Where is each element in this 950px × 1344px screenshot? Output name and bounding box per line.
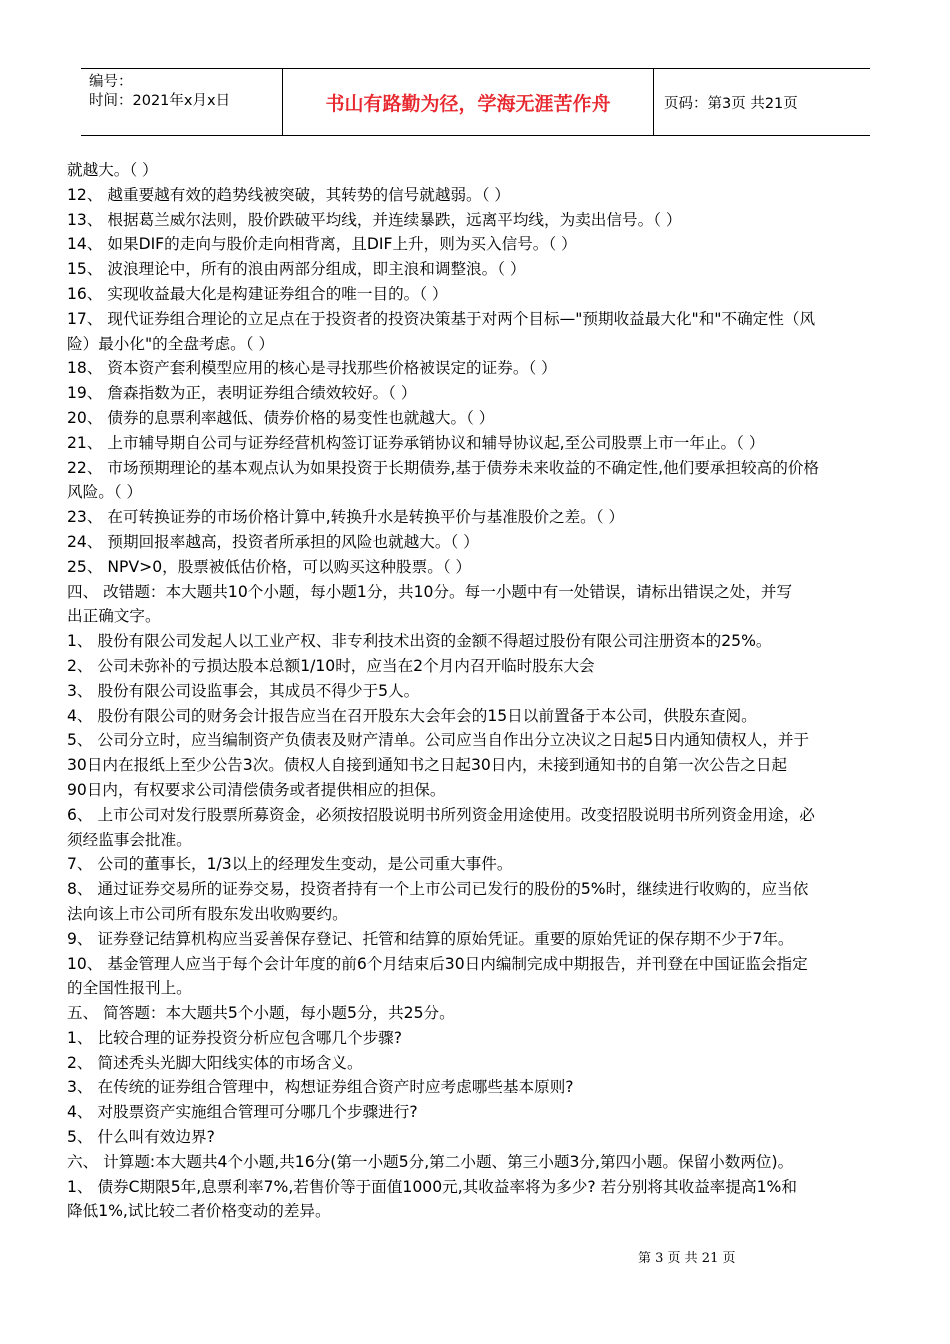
document-date: 时间：2021年x月x日 (89, 93, 231, 109)
text-line: 风险。（ ） (67, 483, 143, 502)
text-line: 30日内在报纸上至少公告3次。债权人自接到通知书之日起30日内，未接到通知书的自第一次公告之日起 (67, 756, 788, 775)
document-body (67, 158, 885, 1224)
text-line: 六、 计算题:本大题共4个小题,共16分(第一小题5分,第二小题、第三小题3分,第四小题。保留小数两位)。 (67, 1152, 794, 1171)
text-line: 20、 债券的息票利率越低、债券价格的易变性也就越大。（ ） (67, 408, 495, 427)
text-line: 五、 简答题：本大题共5个小题，每小题5分，共25分。 (67, 1004, 455, 1023)
text-line: 90日内，有权要求公司清偿债务或者提供相应的担保。 (67, 780, 446, 799)
text-line: 出正确文字。 (67, 607, 161, 626)
text-line: 法向该上市公司所有股东发出收购要约。 (67, 904, 348, 923)
text-line: 16、 实现收益最大化是构建证券组合的唯一目的。（ ） (67, 284, 448, 303)
text-line: 3、 在传统的证券组合管理中，构想证券组合资产时应考虑哪些基本原则? (67, 1078, 574, 1097)
header-motto: 书山有路勤为径，学海无涯苦作舟 (283, 69, 654, 135)
text-line: 5、 什么叫有效边界? (67, 1128, 215, 1147)
text-line: 19、 詹森指数为正，表明证券组合绩效较好。（ ） (67, 384, 417, 403)
text-line: 13、 根据葛兰威尔法则，股价跌破平均线，并连续暴跌，远离平均线，为卖出信号。（ ） (67, 210, 682, 229)
text-line: 18、 资本资产套利模型应用的核心是寻找那些价格被误定的证券。（ ） (67, 359, 557, 378)
text-line: 22、 市场预期理论的基本观点认为如果投资于长期债券,基于债券未来收益的不确定性,他们要承担较高的价格 (67, 458, 820, 477)
text-line: 23、 在可转换证券的市场价格计算中,转换升水是转换平价与基准股价之差。（ ） (67, 508, 625, 527)
text-line: 须经监事会批准。 (67, 830, 192, 849)
text-line: 1、 股份有限公司发起人以工业产权、非专利技术出资的金额不得超过股份有限公司注册资本的25%。 (67, 632, 772, 651)
text-line: 21、 上市辅导期自公司与证券经营机构签订证券承销协议和辅导协议起,至公司股票上市一年止。（ ） (67, 433, 765, 452)
text-line: 5、 公司分立时，应当编制资产负债表及财产清单。公司应当自作出分立决议之日起5日内通知债权人，并于 (67, 731, 810, 750)
text-line: 降低1%,试比较二者价格变动的差异。 (67, 1202, 331, 1221)
document-number: 编号： (89, 74, 133, 90)
text-line: 险）最小化"的全盘考虑。（ ） (67, 334, 275, 353)
text-line: 四、 改错题：本大题共10个小题，每小题1分，共10分。每一小题中有一处错误，请标出错误之处，并写 (67, 582, 793, 601)
page-footer: 第 3 页 共 21 页 (638, 1251, 736, 1266)
text-line: 9、 证券登记结算机构应当妥善保存登记、托管和结算的原始凭证。重要的原始凭证的保存期不少于7年。 (67, 929, 794, 948)
page-header (81, 68, 870, 136)
text-line: 1、 比较合理的证券投资分析应包含哪几个步骤? (67, 1028, 403, 1047)
text-line: 8、 通过证券交易所的证券交易，投资者持有一个上市公司已发行的股份的5%时，继续进行收购的，应当依 (67, 880, 809, 899)
text-line: 25、 NPV>0，股票被低估价格，可以购买这种股票。（ ） (67, 557, 472, 576)
text-line: 7、 公司的董事长，1/3以上的经理发生变动，是公司重大事件。 (67, 855, 513, 874)
text-line: 24、 预期回报率越高，投资者所承担的风险也就越大。（ ） (67, 532, 479, 551)
header-meta (81, 69, 283, 135)
text-line: 17、 现代证券组合理论的立足点在于投资者的投资决策基于对两个目标—"预期收益最大化"和"不确定性（风 (67, 309, 816, 328)
text-line: 15、 波浪理论中，所有的浪由两部分组成，即主浪和调整浪。（ ） (67, 260, 526, 279)
text-line: 4、 对股票资产实施组合管理可分哪几个步骤进行? (67, 1103, 418, 1122)
text-line: 的全国性报刊上。 (67, 979, 192, 998)
text-line: 6、 上市公司对发行股票所募资金，必须按招股说明书所列资金用途使用。改变招股说明书所列资金用途，必 (67, 805, 815, 824)
text-line: 2、 公司未弥补的亏损达股本总额1/10时，应当在2个月内召开临时股东大会 (67, 656, 595, 675)
text-line: 2、 简述秃头光脚大阳线实体的市场含义。 (67, 1053, 363, 1072)
text-line: 12、 越重要越有效的趋势线被突破，其转势的信号就越弱。（ ） (67, 185, 510, 204)
text-line: 就越大。（ ） (67, 161, 158, 179)
text-line: 4、 股份有限公司的财务会计报告应当在召开股东大会年会的15日以前置备于本公司，供股东查阅。 (67, 706, 757, 725)
header-page-number: 页码：第3页 共21页 (664, 95, 798, 112)
text-line: 1、 债券C期限5年,息票利率7%,若售价等于面值1000元,其收益率将为多少? 若分别将其收益率提高1%和 (67, 1177, 797, 1196)
text-line: 10、 基金管理人应当于每个会计年度的前6个月结束后30日内编制完成中期报告，并刊登在中国证监会指定 (67, 954, 808, 973)
text-line: 3、 股份有限公司设监事会，其成员不得少于5人。 (67, 681, 420, 700)
text-line: 14、 如果DIF的走向与股价走向相背离，且DIF上升，则为买入信号。（ ） (67, 235, 577, 254)
